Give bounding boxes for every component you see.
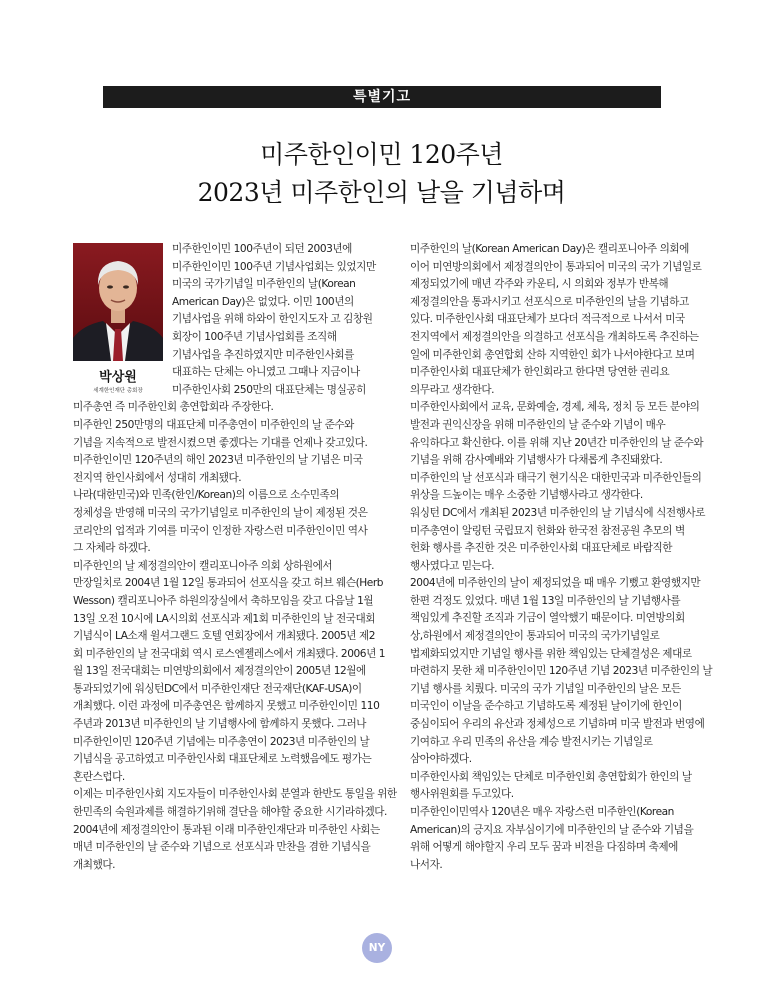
page-badge: NY [362, 933, 392, 963]
text-line: 미주한인이민 120주년의 해인 2023년 미주한인의 날 기념은 미국 [73, 454, 363, 467]
text-line: 그 자체라 하겠다. [73, 542, 151, 555]
article-title-line1: 미주한인이민 120주년 [260, 140, 503, 169]
text-line: 한민족의 숙원과제를 해결하기위해 결단을 해야할 중요한 시기라하겠다. [73, 806, 387, 819]
author-photo [73, 243, 163, 361]
text-line: 행사였다고 믿는다. [410, 559, 495, 572]
text-line: 워싱턴 DC에서 개최된 2023년 미주한인의 날 기념식에 식전행사로 [410, 506, 706, 519]
text-line: 통과되었기에 워싱턴DC에서 미주한인재단 전국재단(KAF-USA)이 [73, 682, 362, 695]
text-line: 미주한인이민 100주년이 되던 2003년에 [172, 243, 352, 255]
text-line: 미주한인 250만명의 대표단체 미주총연이 미주한인의 날 준수와 [73, 418, 354, 431]
text-line: 기념 행사를 치뤘다. 미국의 국가 기념일 미주한인의 날은 모든 [410, 682, 681, 695]
text-line: 전지역에서 제정결의안을 의결하고 선포식을 개최하도록 추진하는 [410, 330, 699, 343]
left-column-intro [172, 241, 394, 399]
text-line: 주년과 2013년 미주한인의 날 기념행사에 함께하지 못했다. 그러나 [73, 718, 367, 731]
text-line: 개최했다. 이런 과정에 미주총연은 함께하지 못했고 미주한인이민 110 [73, 700, 380, 713]
text-line: 월 13일 전국대회는 미연방의회에서 제정결의안이 2005년 12월에 [73, 665, 366, 678]
text-line: 미주한인이민역사 120년은 매우 자랑스런 미주한인(Korean [410, 806, 674, 818]
text-line: 나서자. [410, 858, 443, 871]
text-line: 2004년에 미주한인의 날이 제정되었을 때 매우 기뻤고 환영했지만 [410, 577, 701, 590]
text-line: 발전과 권익신장을 위해 미주한인의 날 준수와 기념이 매우 [410, 418, 666, 431]
text-line: 기념사업을 추진하였지만 미주한인사회를 [172, 348, 354, 361]
author-name: 박상원 [99, 370, 137, 385]
text-line: 만장일치로 2004년 1월 12일 통과되어 선포식을 갖고 허브 웨슨(Herb [73, 577, 384, 590]
text-line: 미주한인의 날 선포식과 태극기 현기식은 대한민국과 미주한인들의 [410, 471, 702, 484]
text-line: 기념식을 공고하였고 미주한인사회 대표단체로 노력했음에도 평가는 [73, 753, 372, 766]
text-line: 제정되었기에 매년 각주와 카운티, 시 의회와 정부가 반복해 [410, 278, 669, 291]
text-line: 의무라고 생각한다. [410, 383, 495, 396]
text-line: American)의 긍지요 자부심이기에 미주한인의 날 준수와 기념을 [410, 823, 694, 836]
author-title: 세계한인재단 총회장 [93, 388, 143, 394]
text-line: 미국인이 이날을 준수하고 기념하도록 제정된 날이기에 한인이 [410, 700, 682, 713]
article-title-line2: 2023년 미주한인의 날을 기념하며 [197, 178, 566, 207]
text-line: 코리안의 업적과 기여를 미국이 인정한 자랑스런 미주한인이민 역사 [73, 524, 368, 537]
text-line: 나라(대한민국)와 민족(한인/Korean)의 이름으로 소수민족의 [73, 489, 340, 502]
text-line: 행사위원회를 두고있다. [410, 788, 514, 801]
text-line: 매년 미주한인의 날 준수와 기념으로 선포식과 만찬을 겸한 기념식을 [73, 841, 371, 854]
text-line: 있다. 미주한인사회 대표단체가 보다더 적극적으로 나서서 미국 [410, 313, 685, 326]
text-line: Wesson) 캘리포니아주 하원의장실에서 축하모임을 갖고 다음날 1월 [73, 594, 374, 607]
text-line: 일에 미주한인회 총연합회 산하 지역한인 회가 나서야한다고 보며 [410, 348, 695, 361]
text-line: 기념식이 LA소재 윌셔그랜드 호텔 연회장에서 개최됐다. 2005년 제2 [73, 630, 376, 643]
text-line: 미주한인사회 책임있는 단체로 미주한인회 총연합회가 한인의 날 [410, 770, 692, 783]
text-line: 마련하지 못한 채 미주한인이민 120주년 기념 2023년 미주한인의 날 [410, 665, 713, 678]
text-line: 유익하다고 확신한다. 이를 위해 지난 20년간 미주한인의 날 준수와 [410, 436, 704, 449]
text-line: 혼란스럽다. [73, 770, 125, 783]
text-line: 상,하원에서 제정결의안이 통과되어 미국의 국가기념일로 [410, 630, 660, 643]
section-banner: 특별기고 [103, 86, 661, 108]
text-line: 미주한인이민 100주년 기념사업회는 있었지만 [172, 260, 376, 273]
text-line: 미국의 국가기념일 미주한인의 날(Korean [172, 278, 356, 291]
text-line: 미주한인사회에서 교육, 문화예술, 경제, 체육, 정치 등 모든 분야의 [410, 401, 700, 414]
text-line: 기념사업을 위해 하와이 한인지도자 고 김창원 [172, 313, 373, 326]
text-line: 13일 오전 10시에 LA시의회 선포식과 제1회 미주한인의 날 전국대회 [73, 612, 376, 625]
text-line: 위상을 드높이는 매우 소중한 기념행사라고 생각한다. [410, 489, 643, 502]
text-line: 법제화되었지만 기념일 행사를 위한 책임있는 단체결성은 제대로 [410, 647, 692, 660]
text-line: 제정결의안을 통과시키고 선포식으로 미주한인의 날을 기념하고 [410, 295, 689, 308]
text-line: 기념을 위해 감사예배와 기념행사가 다채롭게 추진돼왔다. [410, 454, 663, 467]
text-line: 미주한인의 날(Korean American Day)은 캘리포니아주 의회에 [410, 243, 689, 255]
text-line: 이어 미연방의회에서 제정결의안이 통과되어 미국의 국가 기념일로 [410, 260, 702, 273]
text-line: 미주총연이 알링턴 국립묘지 헌화와 한국전 참전공원 추모의 벽 [410, 524, 685, 537]
author-portrait-image [73, 243, 163, 361]
text-line: 책임있게 추진할 조직과 기금이 열악했기 때문이다. 미연방의회 [410, 612, 685, 625]
text-line: 회장이 100주년 기념사업회를 조직해 [172, 330, 337, 343]
text-line: 회 미주한인의 날 전국대회 역시 로스엔젤레스에서 개최됐다. 2006년 1 [73, 647, 386, 660]
text-line: 이제는 미주한인사회 지도자들이 미주한인사회 분열과 한반도 통일을 위한 [73, 788, 397, 801]
left-column-body [73, 399, 395, 874]
text-line: 대표하는 단체는 아니였고 그때나 지금이나 [172, 366, 360, 379]
text-line: 개최했다. [73, 858, 116, 871]
right-column-body [410, 241, 715, 874]
text-line: 미주한인이민 120주년 기념에는 미주총연이 2023년 미주한인의 날 [73, 735, 370, 748]
text-line: 미주한인사회 대표단체가 한인회라고 한다면 당연한 권리요 [410, 366, 670, 379]
text-line: American Day)은 없었다. 이민 100년의 [172, 295, 354, 308]
text-line: 기념을 지속적으로 발전시켰으면 좋겠다는 기대를 언제나 갖고있다. [73, 436, 368, 449]
text-line: 2004년에 제정결의안이 통과된 이래 미주한인재단과 미주한인 사회는 [73, 823, 380, 836]
text-line: 미주한인의 날 제정결의안이 캘리포니아주 의회 상하원에서 [73, 559, 333, 572]
text-line: 미주한인사회 250만의 대표단체는 명실공히 [172, 383, 366, 396]
text-line: 미주총연 즉 미주한인회 총연합회라 주장한다. [73, 401, 274, 414]
text-line: 정체성을 반영해 미국의 국가기념일로 미주한인의 날이 제정된 것은 [73, 506, 368, 519]
text-line: 헌화 행사를 추진한 것은 미주한인사회 대표단체로 바람직한 [410, 542, 673, 555]
text-line: 전지역 한인사회에서 성대히 개최됐다. [73, 471, 242, 484]
text-line: 삼아야하겠다. [410, 753, 472, 766]
text-line: 기여하고 우리 민족의 유산을 계승 발전시키는 기념일로 [410, 735, 653, 748]
text-line: 한편 걱정도 있었다. 매년 1월 13일 미주한인의 날 기념행사를 [410, 594, 681, 607]
text-line: 위해 어떻게 해야할지 우리 모두 꿈과 비전을 다짐하며 축제에 [410, 841, 678, 854]
text-line: 중심이되어 우리의 유산과 정체성으로 기념하며 미국 발전과 번영에 [410, 718, 705, 731]
